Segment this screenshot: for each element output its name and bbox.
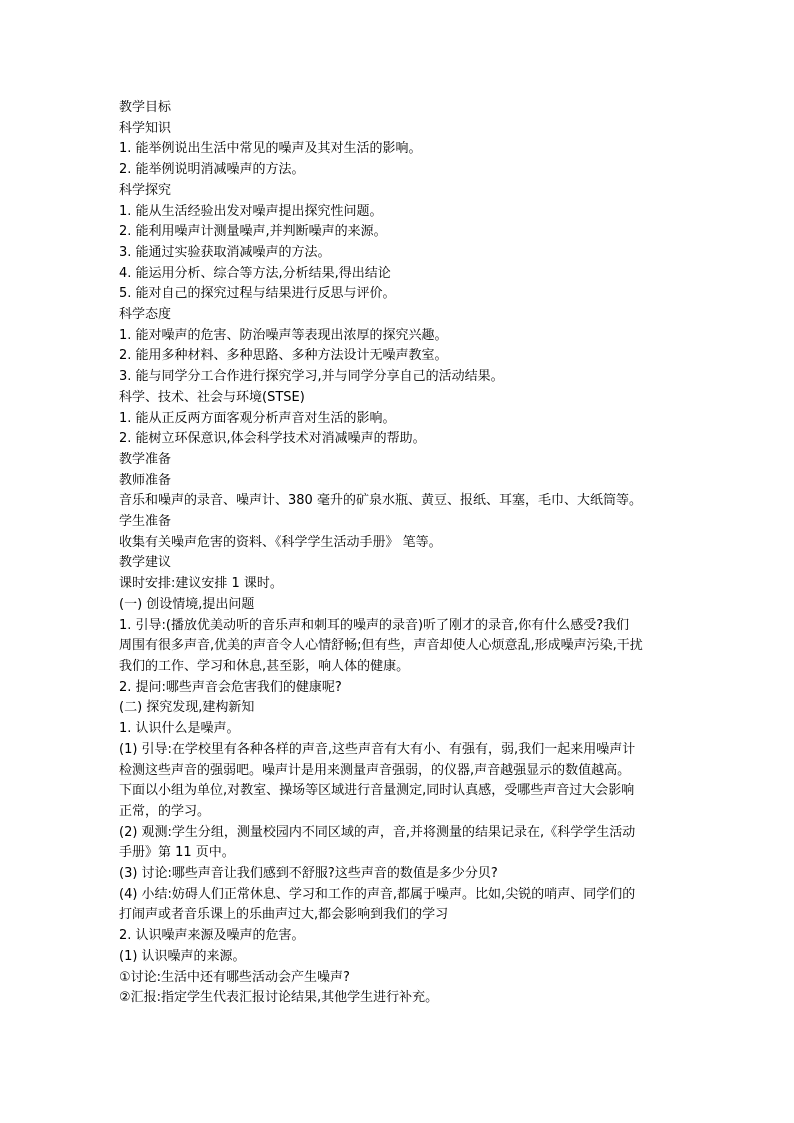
- list-item: 1. 能从正反两方面客观分析声音对生活的影响。: [119, 410, 396, 426]
- paragraph-line: 手册》第 11 页中。: [119, 845, 235, 861]
- paragraph-line: 音乐和噪声的录音、噪声计、380 毫升的矿泉水瓶、黄豆、报纸、耳塞，毛巾、大纸筒等。: [119, 493, 642, 509]
- subheading-student-prep: 学生准备: [119, 514, 172, 530]
- section-heading-teaching-goals: 教学目标: [119, 100, 172, 115]
- paragraph-line: 检测这些声音的强弱吧。噪声计是用来测量声音强弱，的仪器,声音越强显示的数值越高。: [119, 762, 631, 778]
- list-item: 4. 能运用分析、综合等方法,分析结果,得出结论: [119, 265, 391, 281]
- list-item: ①讨论:生活中还有哪些活动会产生噪声?: [119, 969, 350, 985]
- paragraph-line: (3) 讨论:哪些声音让我们感到不舒服?这些声音的数值是多少分贝?: [119, 866, 498, 882]
- paragraph-line: 我们的工作、学习和休息,甚至影，响人体的健康。: [119, 658, 410, 674]
- list-item: 3. 能与同学分工合作进行探究学习,并与同学分享自己的活动结果。: [119, 369, 504, 385]
- document-body: [119, 98, 689, 1009]
- paragraph-line: (2) 观测:学生分组，测量校园内不同区域的声，音,并将测量的结果记录在,《科学学生活动: [119, 824, 636, 840]
- list-item: 2. 认识噪声来源及噪声的危害。: [119, 928, 305, 944]
- list-item: 2. 提问:哪些声音会危害我们的健康呢?: [119, 679, 342, 695]
- list-item: ②汇报:指定学生代表汇报讨论结果,其他学生进行补充。: [119, 990, 439, 1006]
- paragraph-line: 正常，的学习。: [119, 803, 211, 819]
- paragraph-line: (4) 小结:妨碍人们正常休息、学习和工作的声音,都属于噪声。比如,尖锐的哨声、同学们的: [119, 886, 636, 902]
- list-item: 2. 能树立环保意识,体会科学技术对消减噪声的帮助。: [119, 431, 426, 447]
- list-item: (1) 认识噪声的来源。: [119, 948, 246, 964]
- paragraph-line: 收集有关噪声危害的资料、《科学学生活动手册》 笔等。: [119, 534, 442, 550]
- list-item: 1. 能从生活经验出发对噪声提出探究性问题。: [119, 203, 383, 219]
- subheading-teacher-prep: 教师准备: [119, 472, 172, 488]
- list-item: 1. 能对噪声的危害、防治噪声等表现出浓厚的探究兴趣。: [119, 327, 448, 343]
- subheading-part-two: (二) 探究发现,建构新知: [119, 700, 255, 716]
- paragraph-line: 周围有很多声音,优美的声音令人心情舒畅;但有些，声音却使人心烦意乱,形成噪声污染,干扰: [119, 638, 643, 654]
- list-item: 2. 能利用噪声计测量噪声,并判断噪声的来源。: [119, 224, 387, 240]
- list-item: 2. 能用多种材料、多种思路、多种方法设计无噪声教室。: [119, 348, 448, 364]
- paragraph-line: 1. 引导:(播放优美动听的音乐声和刺耳的噪声的录音)听了刚才的录音,你有什么感受?我们: [119, 617, 630, 633]
- paragraph-line: (1) 引导:在学校里有各种各样的声音,这些声音有大有小、有强有，弱,我们一起来用噪声计: [119, 741, 636, 757]
- subheading-science-knowledge: 科学知识: [119, 120, 172, 136]
- paragraph-line: 打闹声或者音乐课上的乐曲声过大,都会影响到我们的学习: [119, 907, 449, 923]
- paragraph-line: 下面以小组为单位,对教室、操场等区域进行音量测定,同时认真感，受哪些声音过大会影响: [119, 783, 635, 799]
- list-item: 2. 能举例说明消减噪声的方法。: [119, 162, 305, 178]
- subheading-science-attitude: 科学态度: [119, 307, 172, 323]
- list-item: 5. 能对自己的探究过程与结果进行反思与评价。: [119, 286, 396, 302]
- list-item: 1. 认识什么是噪声。: [119, 721, 240, 737]
- list-item: 3. 能通过实验获取消减噪声的方法。: [119, 244, 331, 260]
- subheading-part-one: (一) 创设情境,提出问题: [119, 596, 255, 612]
- subheading-science-inquiry: 科学探究: [119, 182, 172, 198]
- subheading-stse: 科学、技术、社会与环境(STSE): [119, 389, 305, 405]
- list-item: 1. 能举例说出生活中常见的噪声及其对生活的影响。: [119, 141, 422, 157]
- section-heading-teaching-suggestions: 教学建议: [119, 555, 172, 571]
- section-heading-teaching-prep: 教学准备: [119, 451, 172, 467]
- paragraph-line: 课时安排:建议安排 1 课时。: [119, 576, 283, 592]
